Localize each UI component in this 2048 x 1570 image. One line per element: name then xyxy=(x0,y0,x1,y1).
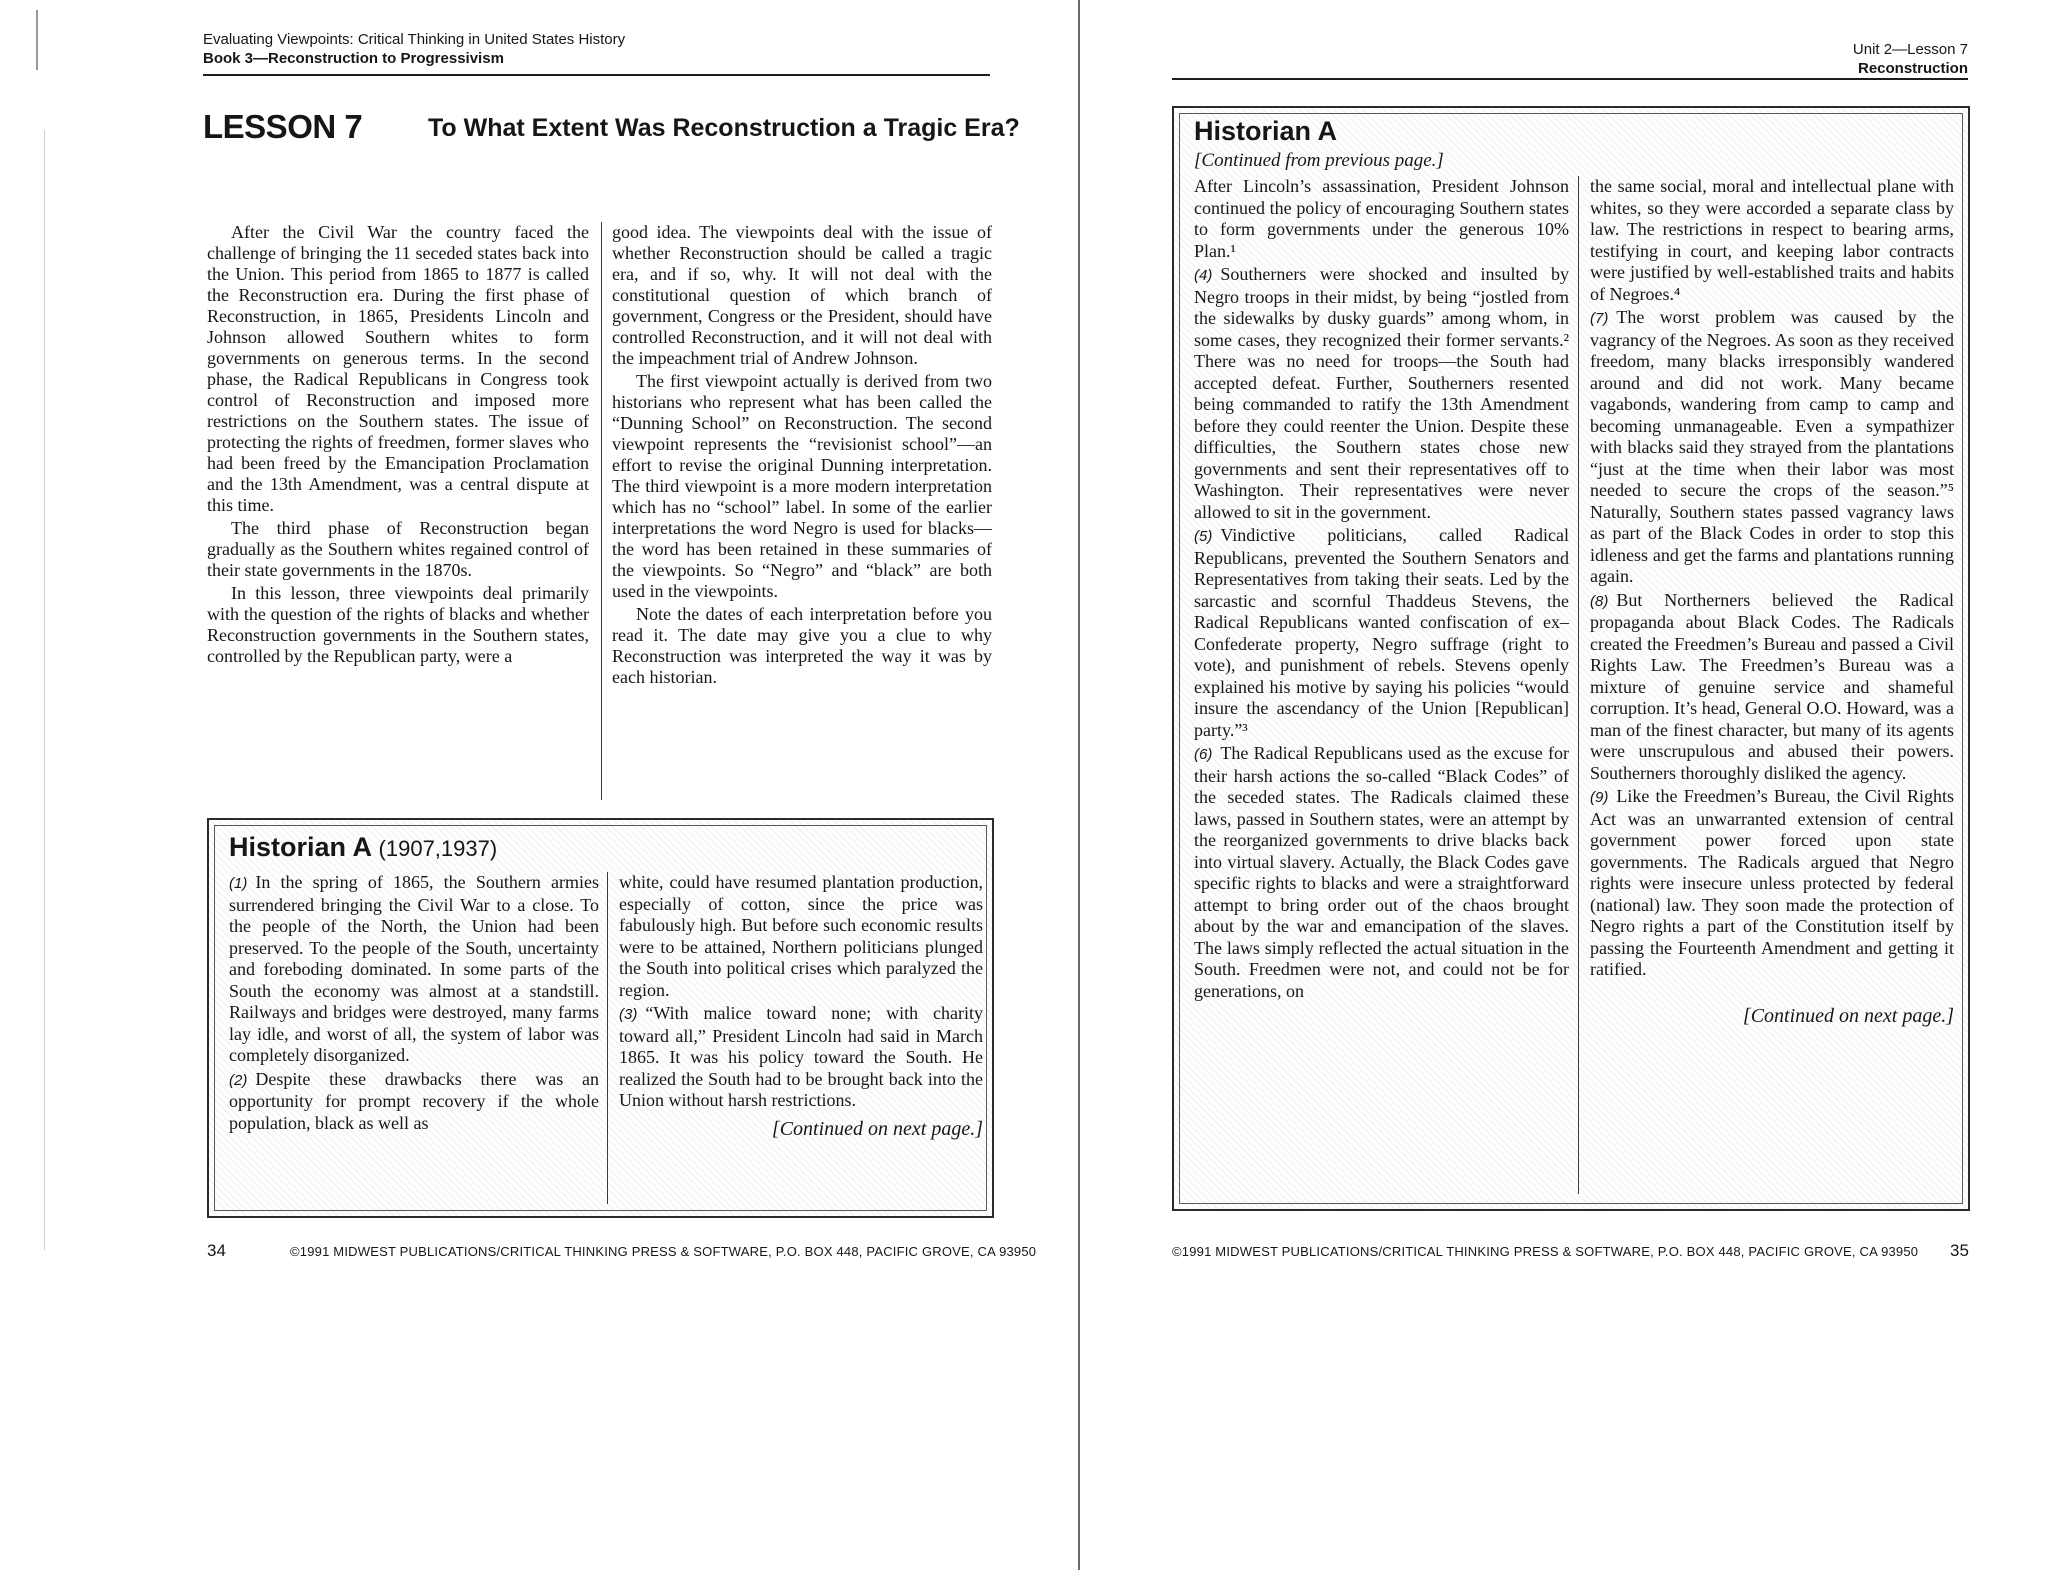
copyright-footer: ©1991 MIDWEST PUBLICATIONS/CRITICAL THINKING PRESS & SOFTWARE, P.O. BOX 448, PACIFIC GROVE, CA 93950 xyxy=(1172,1244,1919,1259)
box-column-2 xyxy=(1590,176,1954,1028)
paragraph-number: (2) xyxy=(229,1071,248,1089)
intro-column-2 xyxy=(612,222,992,688)
box-paragraph: (1) In the spring of 1865, the Southern armies surrendered bringing the Civil War to a close. To the people of the North, the Union had been preserved. To the people of the South, uncertainty and foreboding dominated. In some parts of the South the economy was almost at a standstill. Railways and bridges were destroyed, many farms lay idle, and worst of all, the system of labor was completely disorganized. xyxy=(229,872,599,1065)
copyright-footer: ©1991 MIDWEST PUBLICATIONS/CRITICAL THINKING PRESS & SOFTWARE, P.O. BOX 448, PACIFIC GROVE, CA 93950 xyxy=(290,1244,1037,1259)
historian-a-continued-box xyxy=(1172,106,1970,1211)
box-paragraph: After Lincoln’s assassination, President Johnson continued the policy of encouraging Southern states to form governments under the generous 10% Plan.¹ xyxy=(1194,176,1569,261)
box-title-dates: (1907,1937) xyxy=(378,836,498,861)
box-title-text: Historian A xyxy=(229,832,372,862)
running-head xyxy=(203,30,803,68)
header-rule xyxy=(203,74,990,76)
box-title xyxy=(229,832,497,863)
column-divider xyxy=(1578,176,1579,1194)
box-column-1 xyxy=(229,872,599,1134)
paragraph-number: (9) xyxy=(1590,789,1609,806)
box-paragraph: (8) But Northerners believed the Radical propaganda about Black Codes. The Radicals created the Freedmen’s Bureau and passed a Civil Rights Law. The Freedmen’s Bureau was a mixture of genuine service and shameful corruption. It’s head, General O.O. Howard, was a man of the finest character, but many of its agents were unscrupulous and abused their powers. Southerners thoroughly disliked the agency. xyxy=(1590,589,1954,783)
historian-a-box xyxy=(207,818,994,1218)
running-head-line1: Evaluating Viewpoints: Critical Thinking in United States History xyxy=(203,31,626,48)
paragraph-number: (6) xyxy=(1194,746,1213,763)
box-paragraph: white, could have resumed plantation production, especially of cotton, since the price was fabulously high. But before such economic results were to be attained, Northern politicians plunged the South into political crises which paralyzed the region. xyxy=(619,872,983,1000)
continued-note: [Continued on next page.] xyxy=(1742,1004,1954,1027)
lesson-title: To What Extent Was Reconstruction a Tragic Era? xyxy=(428,114,1020,142)
intro-paragraph: The first viewpoint actually is derived from two historians who represent what has been called the “Dunning School” on Reconstruction. The second viewpoint represents the “revisionist school”—an effort to revise the original Dunning interpretation. The third viewpoint is a more modern interpretation which has no “school” label. In some of the earlier interpretations the word Negro is used for blacks—the word has been retained in these summaries of the viewpoints. So “Negro” and “black” are both used in the viewpoints. xyxy=(612,371,992,601)
box-title: Historian A xyxy=(1194,116,1338,146)
right-page xyxy=(1080,0,2048,1570)
paragraph-number: (3) xyxy=(619,1006,638,1023)
lesson-number: LESSON 7 xyxy=(203,108,363,145)
running-head-line2: Reconstruction xyxy=(1857,60,1968,77)
intro-paragraph: The third phase of Reconstruction began gradually as the Southern whites regained control of their state governments in the 1870s. xyxy=(207,518,589,580)
intro-paragraph: good idea. The viewpoints deal with the issue of whether Reconstruction should be called a tragic era, and if so, why. It will not deal with the constitutional question of which branch of government, Congress or the President, should have controlled Reconstruction, and it will not deal with the impeachment trial of Andrew Johnson. xyxy=(612,222,992,368)
intro-column-1 xyxy=(207,222,589,667)
box-paragraph: (9) Like the Freedmen’s Bureau, the Civil Rights Act was an unwarranted extension of central government power forced upon state governments. The Radicals argued that Negro rights were insecure unless protected by federal (national) law. They soon made the protection of Negro rights a part of the Constitution itself by passing the Fourteenth Amendment and getting it ratified. xyxy=(1590,786,1954,979)
box-paragraph: (7) The worst problem was caused by the vagrancy of the Negroes. As soon as they received freedom, many blacks irresponsibly wandered around and did not work. Many became vagabonds, wandering from camp to camp and becoming unmanageable. Even a sympathizer with blacks said they strayed from the plantations “just at the time when their labor was most needed to secure the crops of the season.”⁵ Naturally, Southern states passed vagrancy laws as part of the Black Codes in order to stop this idleness and get the farms and plantations running again. xyxy=(1590,307,1954,586)
intro-paragraph: After the Civil War the country faced the challenge of bringing the 11 seceded states back into the Union. This period from 1865 to 1877 is called the Reconstruction era. During the first phase of Reconstruction, in 1865, Presidents Lincoln and Johnson allowed Southern whites to form governments on generous terms. In the second phase, the Radical Republicans in Congress took control of Reconstruction and imposed more restrictions on the Southern states. The issue of protecting the rights of freedmen, former slaves who had been freed by the Emancipation Proclamation and the 13th Amendment, was a central dispute at this time. xyxy=(207,222,589,515)
box-column-2 xyxy=(619,872,983,1141)
column-divider xyxy=(601,222,602,800)
intro-paragraph: In this lesson, three viewpoints deal primarily with the question of the rights of blacks and whether Reconstruction governments in the Southern states, controlled by the Republican party, were a xyxy=(207,583,589,666)
box-column-1 xyxy=(1194,176,1569,1002)
paragraph-number: (8) xyxy=(1590,592,1609,610)
paragraph-number: (5) xyxy=(1194,528,1213,545)
paragraph-number: (1) xyxy=(229,875,248,892)
running-head-line2: Book 3—Reconstruction to Progressivism xyxy=(203,50,504,67)
column-divider xyxy=(607,872,608,1204)
continued-note: [Continued on next page.] xyxy=(771,1117,983,1140)
paragraph-number: (4) xyxy=(1194,267,1213,284)
header-rule xyxy=(1172,78,1968,80)
box-paragraph: the same social, moral and intellectual plane with whites, so they were accorded a separate class by law. The restrictions in respect to bearing arms, testifying in court, and keeping labor contracts were justified by well-established traits and habits of Negroes.⁴ xyxy=(1590,176,1954,304)
page-number: 34 xyxy=(207,1241,226,1260)
box-paragraph: (4) Southerners were shocked and insulted by Negro troops in their midst, by being “jostled from the sidewalks by dusky guards” among whom, in some cases, they recognized their former servants.² There was no need for troops—the South had accepted defeat. Further, Southerners resented being commanded to ratify the 13th Amendment before they could reenter the Union. Despite these difficulties, the Southern states chose new governments and sent their representatives off to Washington. Their representatives were never allowed to sit in the government. xyxy=(1194,264,1569,522)
box-paragraph: (6) The Radical Republicans used as the excuse for their harsh actions the so-called “Black Codes” of the seceded states. The Radicals claimed these laws, passed in Southern states, were an attempt by the reorganized governments to drive blacks back into virtual slavery. Actually, the Black Codes gave specific rights to blacks and were a straightforward attempt to bring order out of the chaos brought about by the war and emancipation of the slaves. The laws simply reflected the actual situation in the South. Freedmen were not, and could not be for generations, on xyxy=(1194,743,1569,1001)
box-paragraph: (2) Despite these drawbacks there was an opportunity for prompt recovery if the whole population, black as well as xyxy=(229,1068,599,1133)
intro-paragraph: Note the dates of each interpretation before you read it. The date may give you a clue to why Reconstruction was interpreted the way it was by each historian. xyxy=(612,604,992,687)
running-head xyxy=(1853,40,1968,78)
box-subtitle: [Continued from previous page.] xyxy=(1194,150,1444,171)
paragraph-number: (7) xyxy=(1590,310,1609,327)
box-paragraph: (3) “With malice toward none; with charity toward all,” President Lincoln had said in March 1865. It was his policy toward the South. He realized the South had to be brought back into the Union without harsh restrictions. xyxy=(619,1003,983,1110)
running-head-line1: Unit 2—Lesson 7 xyxy=(1852,41,1968,58)
box-paragraph: (5) Vindictive politicians, called Radical Republicans, prevented the Southern Senators and Representatives from taking their seats. Led by the sarcastic and scornful Thaddeus Stevens, the Radical Republicans wanted confiscation of ex–Confederate property, Negro suffrage (right to vote), and punishment of rebels. Stevens openly explained his motive by saying his policies “would insure the ascendancy of the Union [Republican] party.”³ xyxy=(1194,525,1569,740)
page-number: 35 xyxy=(1950,1241,1969,1260)
